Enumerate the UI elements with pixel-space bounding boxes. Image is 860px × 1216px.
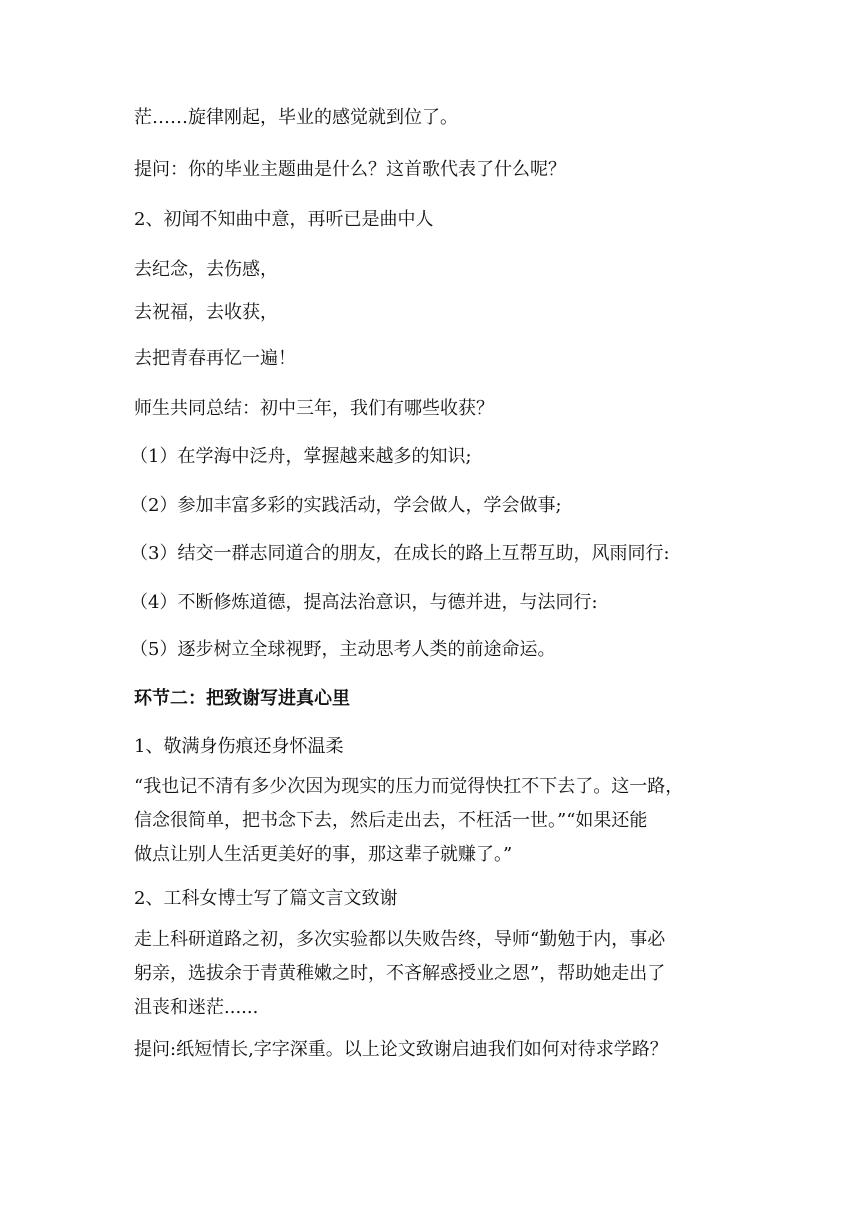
list-item: （2）参加丰富多彩的实践活动，学会做人，学会做事; xyxy=(130,495,562,516)
subsection-title: 2、初闻不知曲中意，再听已是曲中人 xyxy=(134,209,434,230)
poem-line: 去纪念，去伤感， xyxy=(134,259,278,280)
story-paragraph xyxy=(134,923,734,1025)
list-item: （1）在学海中泛舟，掌握越来越多的知识; xyxy=(130,446,472,467)
question-line: 提问:纸短情长,字字深重。以上论文致谢启迪我们如何对待求学路？ xyxy=(134,1039,668,1060)
list-item: （5）逐步树立全球视野，主动思考人类的前途命运。 xyxy=(130,639,556,660)
text-line: 茫……旋律刚起，毕业的感觉就到位了。 xyxy=(134,107,458,128)
quote-line: 做点让别人生活更美好的事，那这辈子就赚了。” xyxy=(134,844,513,865)
list-item: （4）不断修炼道德，提高法治意识，与德并进，与法同行: xyxy=(130,592,598,613)
poem-line: 去祝福，去收获， xyxy=(134,302,278,323)
poem-line: 去把青春再忆一遍！ xyxy=(134,348,296,369)
story-line: 躬亲，选拔余于青黄稚嫩之时，不吝解惑授业之恩”，帮助她走出了 xyxy=(134,963,666,984)
quote-line: “我也记不清有多少次因为现实的压力而觉得快扛不下去了。这一路， xyxy=(134,776,684,797)
subsection-title: 1、敬满身伤痕还身怀温柔 xyxy=(134,736,344,757)
summary-prompt: 师生共同总结：初中三年，我们有哪些收获？ xyxy=(134,398,494,419)
story-line: 沮丧和迷茫...... xyxy=(134,997,259,1018)
quote-line: 信念很简单，把书念下去，然后走出去，不枉活一世。”“如果还能 xyxy=(134,810,648,831)
section-heading: 环节二：把致谢写进真心里 xyxy=(134,688,350,709)
question-line: 提问：你的毕业主题曲是什么？这首歌代表了什么呢？ xyxy=(134,159,566,180)
quote-paragraph xyxy=(134,770,734,872)
subsection-title: 2、工科女博士写了篇文言文致谢 xyxy=(134,888,398,909)
story-line: 走上科研道路之初，多次实验都以失败告终，导师“勤勉于内，事必 xyxy=(134,929,666,950)
list-item: （3）结交一群志同道合的朋友，在成长的路上互帮互助，风雨同行: xyxy=(130,543,670,564)
